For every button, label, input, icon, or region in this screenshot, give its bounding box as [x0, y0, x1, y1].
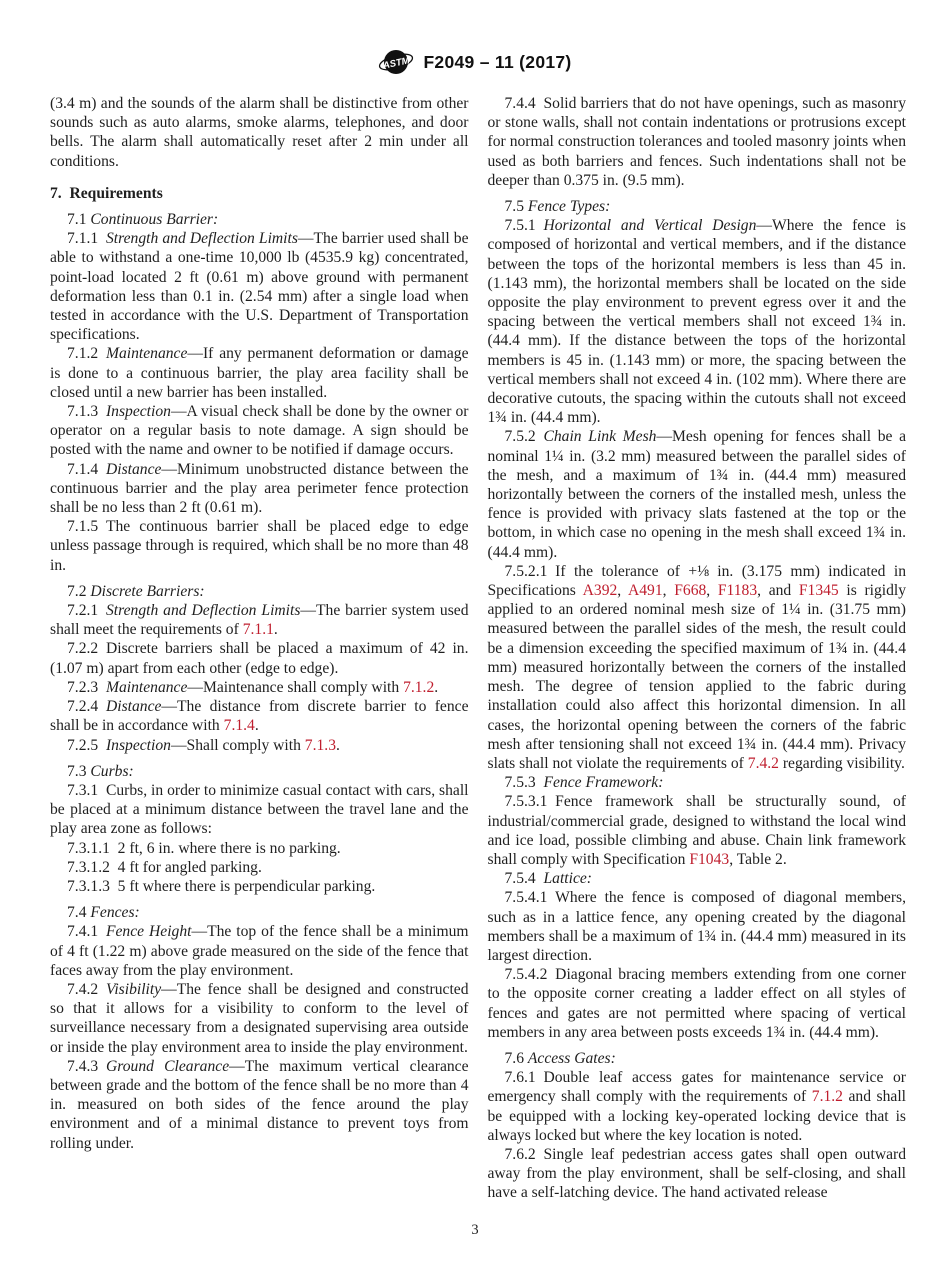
document-title: F2049 – 11 (2017)	[423, 51, 572, 72]
paragraph: 7.5.4.2 Diagonal bracing members extending from one corner to the opposite corner creating a ladder effect on all styles of fences and gates are not permitted where spacing of vertical members in any area between posts exceeds 1¾ in. (44.4 mm).	[487, 966, 906, 1041]
paragraph: 7.5.3.1 Fence framework shall be structurally sound, of industrial/commercial grade, designed to withstand the local wind and ice load, possible climbing and abuse. Chain link framework shall comply with Specification F1043, Table 2.	[487, 793, 906, 868]
ref-link[interactable]: 7.4.2	[747, 754, 779, 772]
ref-link[interactable]: 7.1.2	[403, 678, 435, 696]
subsection-heading: 7.6 Access Gates:	[504, 1049, 616, 1067]
paragraph: 7.5.4 Lattice:	[504, 870, 592, 888]
subsection-heading: 7.1 Continuous Barrier:	[67, 211, 219, 229]
left-column	[50, 94, 469, 1203]
page-header	[0, 0, 950, 78]
ref-link[interactable]: F1183	[717, 582, 758, 600]
paragraph: 7.4.4 Solid barriers that do not have openings, such as masonry or stone walls, shall not contain indentations or protrusions except for normal construction tolerances and tooled masonry joints when used as both barriers and fences. Such indentations shall not be deeper than 0.375 in. (9.5 mm).	[487, 95, 906, 189]
continued-paragraph: (3.4 m) and the sounds of the alarm shall be distinctive from other sounds such as auto alarms, smoke alarms, telephones, and door bells. The alarm shall automatically reset after 2 min under all conditions.	[50, 95, 469, 170]
svg-text:ASTM: ASTM	[382, 55, 412, 72]
paragraph: 7.2.5 Inspection—Shall comply with 7.1.3.	[67, 736, 340, 754]
paragraph: 7.6.1 Double leaf access gates for maintenance service or emergency shall comply with the requirements of 7.1.2 and shall be equipped with a locking key-operated locking device that is always locked but where the key location is noted.	[487, 1069, 907, 1144]
right-column	[488, 94, 907, 1203]
paragraph: 7.2.2 Discrete barriers shall be placed a maximum of 42 in. (1.07 m) apart from each other (edge to edge).	[50, 640, 469, 677]
paragraph: 7.1.3 Inspection—A visual check shall be done by the owner or operator on a regular basis to note damage. A sign should be posted with the name and owner to be notified if damage occurs.	[50, 403, 469, 459]
ref-link[interactable]: F1043	[689, 850, 730, 868]
paragraph: 7.5.2.1 If the tolerance of +⅛ in. (3.175 mm) indicated in Specifications A392, A491, F668, F1183, and F1345 is rigidly applied to an ordered nominal mesh size of 1¼ in. (31.75 mm) measured between the parallel sides of the mesh, the result could be a dimension exceeding the specified maximum of 1¾ in. (44.4 mm) measured horizontally between the corners of the installed mesh. The degree of tension applied to the fabric during installation could also affect this horizontal dimension. In all cases, the horizontal opening between the corners of the fabric mesh after tensioning shall not exceed 1¾ in. (44.4 mm). Privacy slats shall not violate the requirements of 7.4.2 regarding visibility.	[487, 562, 907, 772]
paragraph: 7.1.4 Distance—Minimum unobstructed distance between the continuous barrier and the play area perimeter fence protection shall be no less than 2 ft (0.61 m).	[50, 460, 469, 517]
ref-link[interactable]: 7.1.1	[242, 621, 274, 639]
section-heading: 7. Requirements	[50, 184, 163, 202]
paragraph: 7.6.2 Single leaf pedestrian access gates shall open outward away from the play environment, shall be self-closing, and shall have a self-latching device. The hand activated release	[487, 1145, 906, 1202]
ref-link[interactable]: A392	[582, 582, 618, 600]
ref-link[interactable]: F668	[674, 582, 707, 600]
paragraph: 7.4.2 Visibility—The fence shall be designed and constructed so that it allows for a visibility to conform to the level of surveillance necessary from a designated supervising area outside or inside the play environment area to inside the play environment.	[50, 980, 469, 1056]
ref-link[interactable]: 7.1.2	[811, 1088, 843, 1106]
paragraph: 7.1.2 Maintenance—If any permanent deformation or damage is done to a continuous barrier, the play area facility shall be closed until a new barrier has been installed.	[50, 345, 469, 401]
paragraph: 7.3.1.1 2 ft, 6 in. where there is no parking.	[67, 839, 341, 857]
paragraph: 7.1.5 The continuous barrier shall be placed edge to edge unless passage through is required, which shall be no more than 48 in.	[50, 518, 469, 574]
ref-link[interactable]: 7.1.3	[304, 736, 336, 754]
subsection-heading: 7.3 Curbs:	[67, 762, 134, 780]
paragraph: 7.5.2 Chain Link Mesh—Mesh opening for fences shall be a nominal 1¼ in. (3.2 mm) measured between the parallel sides of the mesh, and a maximum of 1¾ in. (44.4 mm) measured horizontally between the corners of the installed mesh, unless the fence is provided with privacy slats fastened at the top or the bottom, in which case no opening in the mesh shall exceed 1¾ in. (44.4 mm).	[487, 428, 906, 561]
paragraph: 7.5.3 Fence Framework:	[504, 774, 664, 792]
paragraph: 7.2.1 Strength and Deflection Limits—The barrier system used shall meet the requirements of 7.1.1.	[50, 602, 469, 639]
paragraph: 7.3.1.3 5 ft where there is perpendicular parking.	[67, 877, 376, 895]
subsection-heading: 7.4 Fences:	[67, 904, 140, 922]
paragraph: 7.2.3 Maintenance—Maintenance shall comply with 7.1.2.	[67, 678, 439, 696]
paragraph: 7.3.1.2 4 ft for angled parking.	[67, 858, 262, 876]
subsection-heading: 7.2 Discrete Barriers:	[67, 582, 205, 600]
paragraph: 7.4.3 Ground Clearance—The maximum vertical clearance between grade and the bottom of the fence shall be no more than 4 in. measured on both sides of the fence around the play environment and of a minimal distance to prevent toys from rolling under.	[50, 1057, 469, 1152]
subsection-heading: 7.5 Fence Types:	[504, 198, 611, 216]
astm-logo-icon	[378, 46, 414, 78]
paragraph: 7.5.1 Horizontal and Vertical Design—Where the fence is composed of horizontal and vertical members, and if the distance between the tops of the horizontal members is less than 45 in. (1.143 mm), the horizontal members shall be located on the side opposite the play environment to prevent egress over it and the spacing between the vertical members shall not exceed 1¾ in. (44.4 mm). If the distance between the tops of the horizontal members is 45 in. (1.143 mm) or more, the spacing between the vertical members shall not exceed 4 in. (102 mm). Where there are decorative cutouts, the spacing within the cutouts shall not exceed 1¾ in. (44.4 mm).	[487, 217, 906, 427]
ref-link[interactable]: 7.1.4	[223, 717, 255, 735]
page-body	[0, 78, 950, 1203]
ref-link[interactable]: F1345	[798, 582, 839, 600]
ref-link[interactable]: A491	[628, 582, 663, 600]
paragraph: 7.3.1 Curbs, in order to minimize casual contact with cars, shall be placed at a minimum distance between the travel lane and the play area zone as follows:	[50, 781, 469, 838]
paragraph: 7.4.1 Fence Height—The top of the fence shall be a minimum of 4 ft (1.22 m) above grade measured on the side of the fence that faces away from the play environment.	[50, 923, 469, 979]
paragraph: 7.5.4.1 Where the fence is composed of diagonal members, such as in a lattice fence, any opening created by the diagonal members shall be a maximum of 1¾ in. (44.4 mm) measured in its largest direction.	[487, 889, 906, 964]
page-number: 3	[471, 1222, 479, 1238]
paragraph: 7.2.4 Distance—The distance from discrete barrier to fence shall be in accordance with 7.1.4.	[50, 698, 469, 735]
paragraph: 7.1.1 Strength and Deflection Limits—The barrier used shall be able to withstand a one-time 10,000 lb (4535.9 kg) concentrated, point-load located 2 ft (0.61 m) above ground with permanent deformation less than 0.1 in. (2.54 mm) after a single load when tested in accordance with the U.S. Department of Transportation specifications.	[50, 230, 469, 344]
